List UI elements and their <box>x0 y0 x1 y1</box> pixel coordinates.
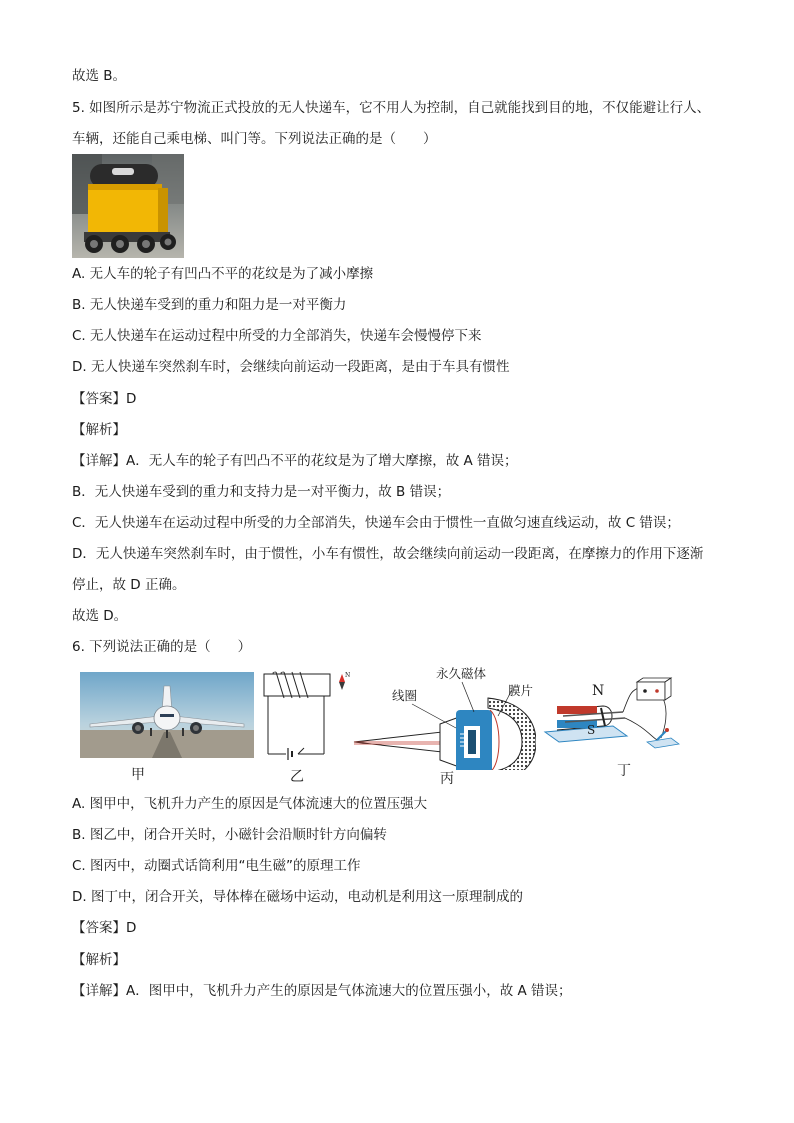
compass-north-label: N <box>345 672 351 679</box>
q6-option-a: A. 图甲中，飞机升力产生的原因是气体流速大的位置压强大 <box>72 796 428 812</box>
q5-detail-line: D．无人快递车突然刹车时，由于惯性，小车有惯性，故会继续向前运动一段距离，在摩擦力的作用下逐渐 <box>72 546 704 562</box>
membrane-label: 膜片 <box>508 683 534 698</box>
q6-option-d: D. 图丁中，闭合开关，导体棒在磁场中运动，电动机是利用这一原理制成的 <box>72 889 523 905</box>
q5-option-b: B. 无人快递车受到的重力和阻力是一对平衡力 <box>72 297 347 313</box>
figure-caption-bing: 丙 <box>440 771 454 787</box>
q5-option-a: A. 无人车的轮子有凹凸不平的花纹是为了减小摩擦 <box>72 266 374 282</box>
q5-detail-line: 【详解】A．无人车的轮子有凹凸不平的花纹是为了增大摩擦，故 A 错误； <box>72 453 518 469</box>
q5-option-c: C. 无人快递车在运动过程中所受的力全部消失，快递车会慢慢停下来 <box>72 328 482 344</box>
q5-option-d: D. 无人快递车突然刹车时，会继续向前运动一段距离，是由于车具有惯性 <box>72 359 510 375</box>
airplane-image <box>80 672 254 758</box>
q5-answer: 【答案】D <box>72 391 137 407</box>
q6-detail-line: 【详解】A．图甲中，飞机升力产生的原因是气体流速大的位置压强小，故 A 错误； <box>72 983 572 999</box>
q5-detail-line: C．无人快递车在运动过程中所受的力全部消失，快递车会由于惯性一直做匀速直线运动，故 C 错误； <box>72 515 680 531</box>
conductor-rod-experiment-diagram <box>543 676 683 762</box>
q5-stem-line2: 车辆，还能自己乘电梯、叫门等。下列说法正确的是（ ） <box>72 131 437 147</box>
q6-stem: 6. 下列说法正确的是（ ） <box>72 639 252 655</box>
figure-caption-yi: 乙 <box>290 769 304 785</box>
q5-stem-line1: 5. 如图所示是苏宁物流正式投放的无人快递车，它不用人为控制，自己就能找到目的地，不仅能避让行人、 <box>72 100 711 116</box>
delivery-robot-image <box>72 154 184 258</box>
prev-conclusion: 故选 B。 <box>72 68 127 84</box>
figure-caption-ding: 丁 <box>617 763 631 779</box>
q5-analysis-heading: 【解析】 <box>72 422 126 438</box>
magnet-north-label: N <box>592 683 605 699</box>
q6-analysis-heading: 【解析】 <box>72 952 126 968</box>
q6-answer: 【答案】D <box>72 920 137 936</box>
magnet-south-label: S <box>587 723 596 737</box>
figure-caption-jia: 甲 <box>131 767 145 783</box>
solenoid-circuit-diagram <box>262 670 352 762</box>
q5-detail-line: B．无人快递车受到的重力和支持力是一对平衡力，故 B 错误； <box>72 484 451 500</box>
coil-label: 线圈 <box>392 688 418 703</box>
magnet-label: 永久磁体 <box>436 666 487 681</box>
q6-option-b: B. 图乙中，闭合开关时，小磁针会沿顺时针方向偏转 <box>72 827 387 843</box>
q6-option-c: C. 图丙中，动圈式话筒利用“电生磁”的原理工作 <box>72 858 361 874</box>
q5-conclusion: 故选 D。 <box>72 608 128 624</box>
q5-detail-line: 停止，故 D 正确。 <box>72 577 186 593</box>
